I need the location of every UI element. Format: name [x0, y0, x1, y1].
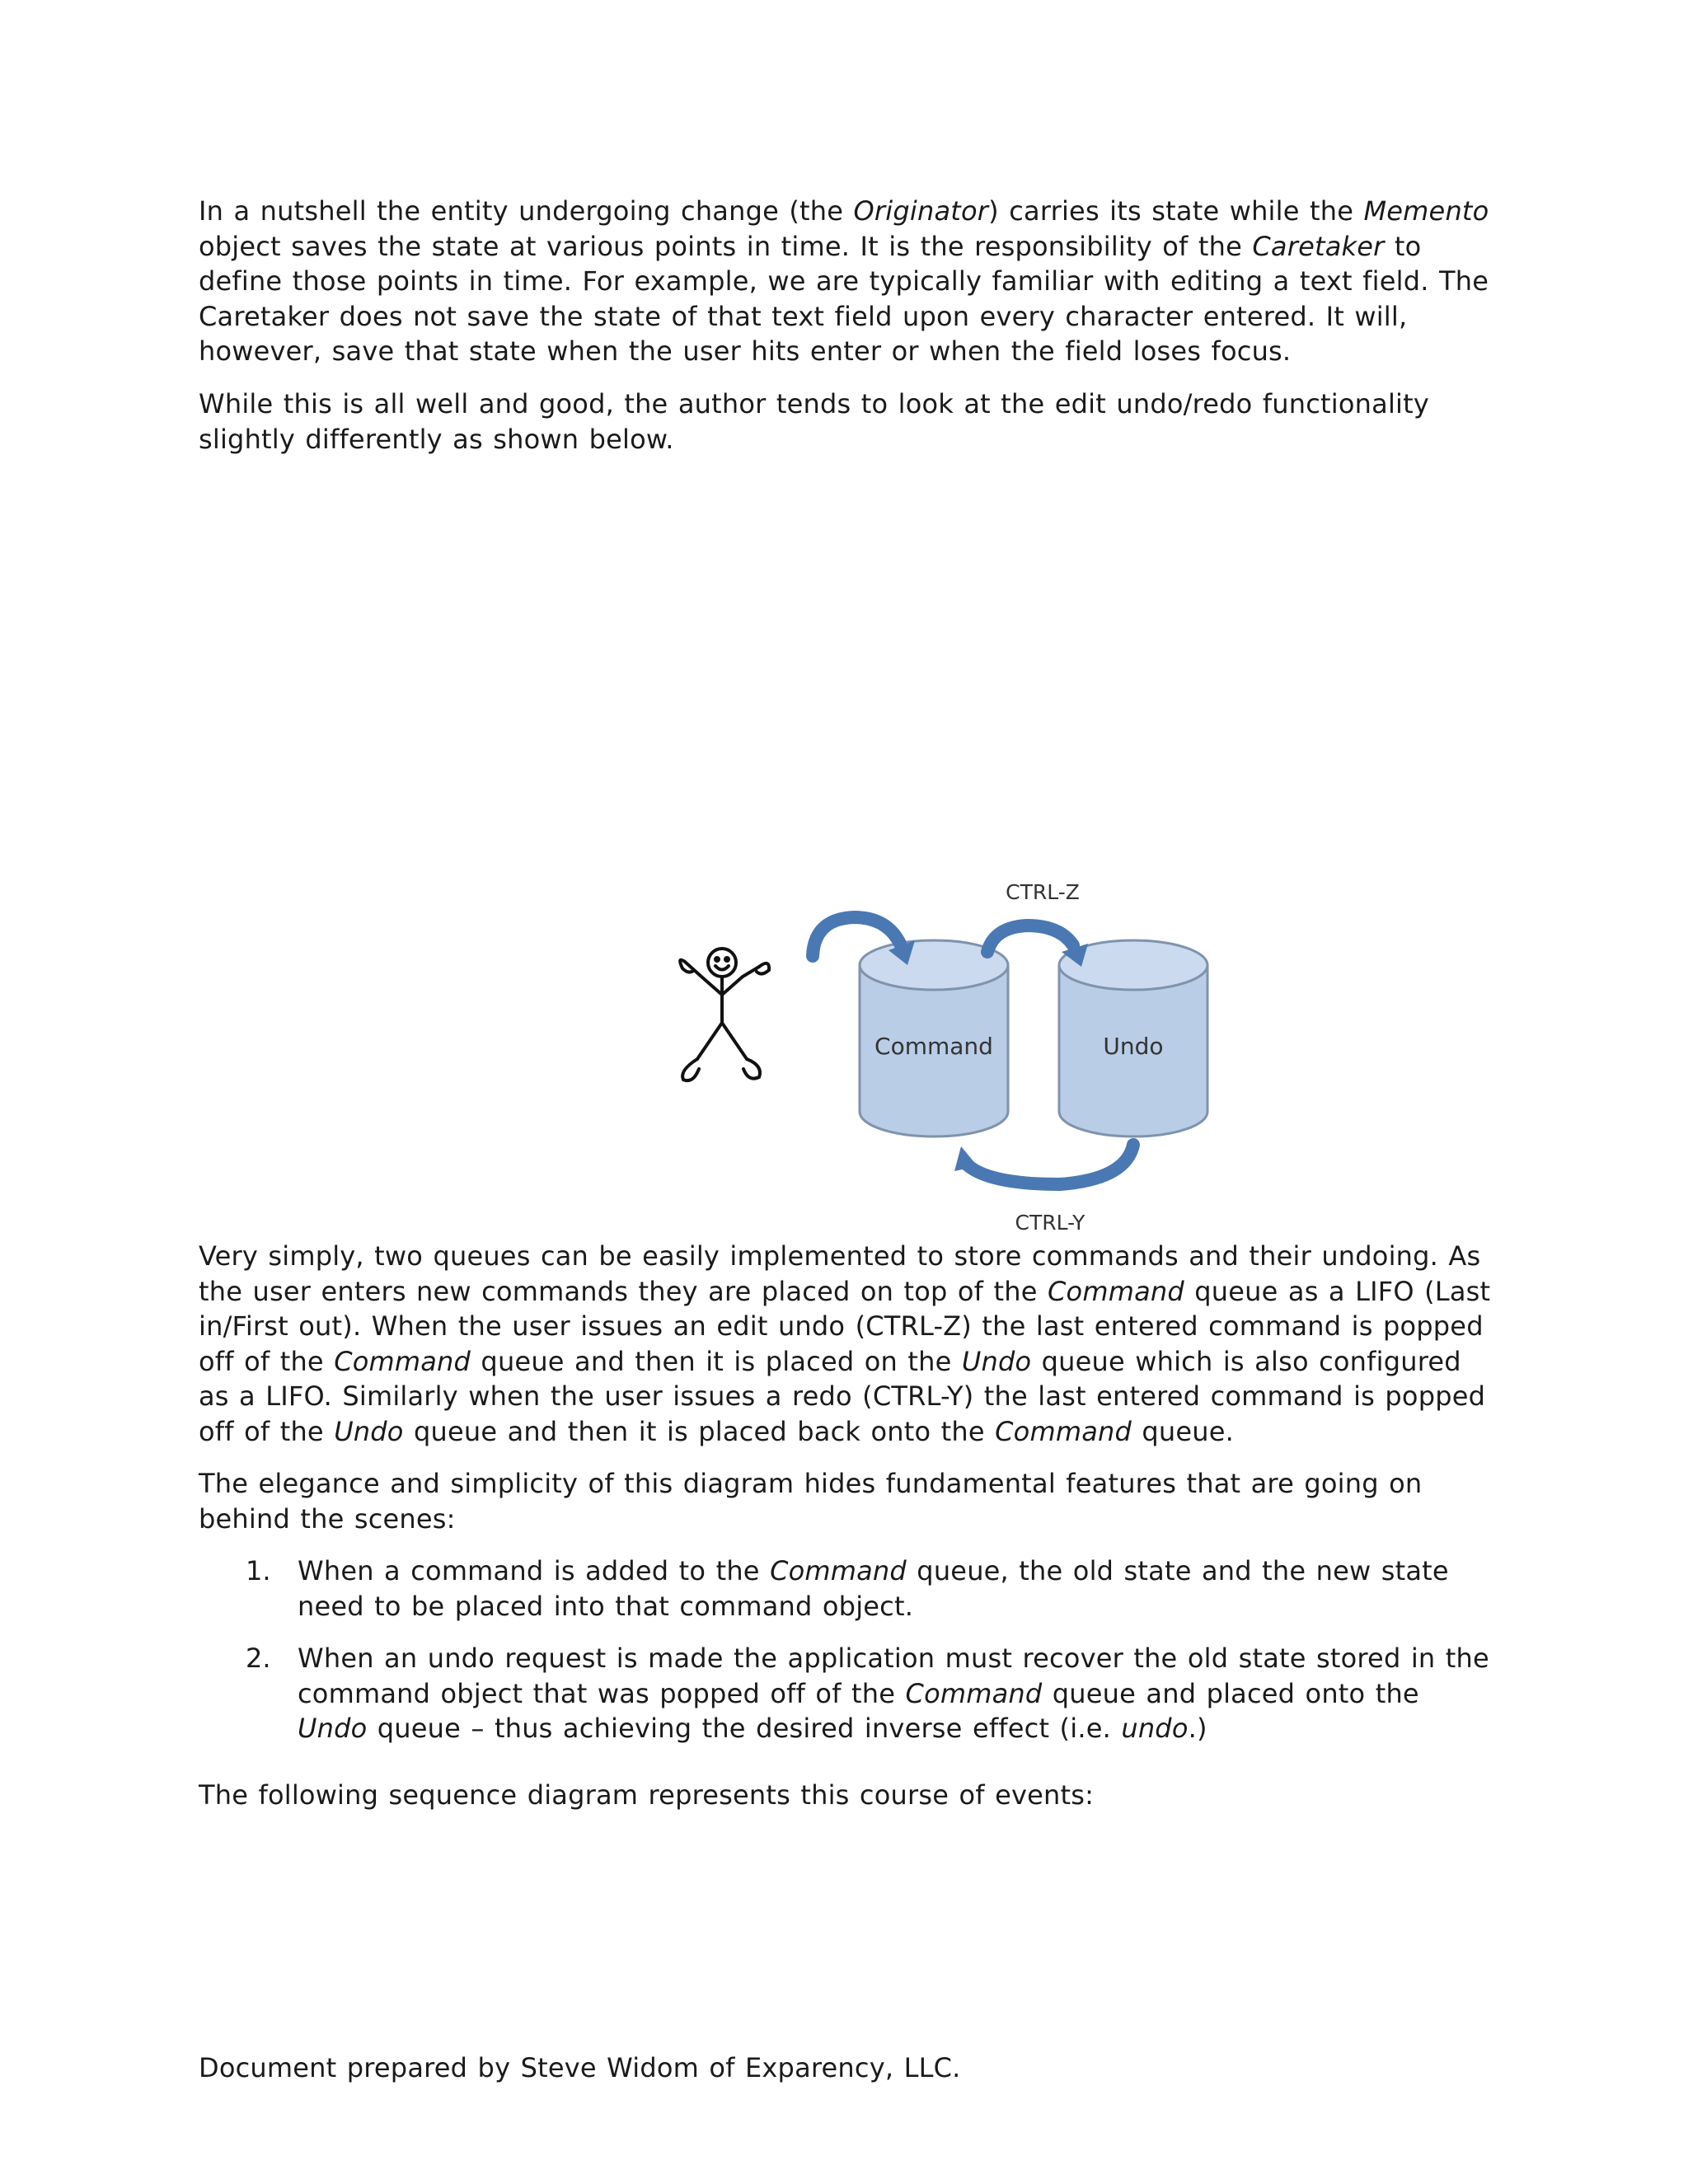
text-run: queue and then it is placed back onto the [403, 1415, 996, 1447]
feature-list [199, 1554, 1493, 1764]
text-run: .) [1188, 1713, 1207, 1744]
term-command: Command [1048, 1275, 1184, 1307]
term-command: Command [995, 1415, 1132, 1447]
diagram-svg [450, 672, 1258, 1298]
text-run: When an undo request is made the application must recover the old state stored in the command object that was popped off of the [298, 1643, 1489, 1709]
paragraph-author-view: While this is all well and good, the author tends to look at the edit undo/redo functionality slightly differently as shown below. [199, 388, 1430, 455]
term-undo: Undo [334, 1415, 404, 1447]
term-undo-lower: undo [1121, 1713, 1189, 1744]
text-run: queue as a LIFO (Last in/First out). When the user issues an edit undo (CTRL-Z) the last entered command is popped off of the [199, 1275, 1491, 1377]
text-run: object saves the state at various points in time. It is the responsibility of the [199, 230, 1253, 262]
term-command: Command [770, 1555, 907, 1586]
text-run: queue. [1132, 1415, 1234, 1447]
paragraph-sequence-intro: The following sequence diagram represents this course of events: [199, 1779, 1095, 1811]
term-originator: Originator [853, 195, 989, 227]
text-run: queue and placed onto the [1042, 1677, 1419, 1709]
term-command: Command [334, 1345, 471, 1377]
text-run: to define those points in time. For example, we are typically familiar with editing a text field. The Caretaker does not save the state of that text field upon every character entered. It will, however, save that state when the user hits enter or when the field loses focus. [199, 230, 1489, 367]
list-item-text [298, 1641, 1493, 1746]
text-run: queue and then it is placed on the [471, 1345, 962, 1377]
list-item [199, 1554, 1493, 1624]
text-run: ) carries its state while the [988, 195, 1364, 227]
paragraph-memento-intro [199, 194, 1493, 369]
term-undo: Undo [298, 1713, 368, 1744]
ctrl-y-label: CTRL-Y [1015, 1211, 1085, 1235]
command-queue-label: Command [874, 1033, 993, 1060]
list-item-text [298, 1554, 1493, 1624]
ctrl-z-label: CTRL-Z [1006, 880, 1080, 904]
text-run: queue, the old state and the new state need to be placed into that command object. [298, 1555, 1449, 1622]
undo-queue-label: Undo [1103, 1033, 1164, 1060]
list-number: 2. [246, 1643, 271, 1674]
text-run: Very simply, two queues can be easily implemented to store commands and their undoing. As the user enters new commands they are placed on top of the [199, 1240, 1481, 1307]
term-memento: Memento [1363, 195, 1489, 227]
text-run: In a nutshell the entity undergoing change (the [199, 195, 854, 227]
undo-queue-cylinder [1059, 940, 1207, 1137]
undo-redo-diagram [450, 672, 1258, 1298]
document-footer: Document prepared by Steve Widom of Exparency, LLC. [199, 2052, 961, 2083]
paragraph-queue-explanation [199, 1239, 1493, 1449]
text-run: When a command is added to the [298, 1555, 771, 1586]
list-item [199, 1641, 1493, 1746]
text-run: queue – thus achieving the desired inverse effect (i.e. [367, 1713, 1122, 1744]
term-command: Command [905, 1677, 1043, 1709]
list-number: 1. [246, 1555, 271, 1586]
term-undo: Undo [961, 1345, 1032, 1377]
term-caretaker: Caretaker [1252, 230, 1385, 262]
redo-arrow-icon [954, 1145, 1133, 1184]
stick-figure-icon [680, 949, 769, 1080]
command-queue-cylinder [860, 940, 1008, 1137]
text-run: queue which is also configured as a LIFO. Similarly when the user issues a redo (CTRL-Y) the last entered command is popped off of the [199, 1345, 1486, 1447]
paragraph-elegance: The elegance and simplicity of this diagram hides fundamental features that are going on behind the scenes: [199, 1468, 1423, 1535]
